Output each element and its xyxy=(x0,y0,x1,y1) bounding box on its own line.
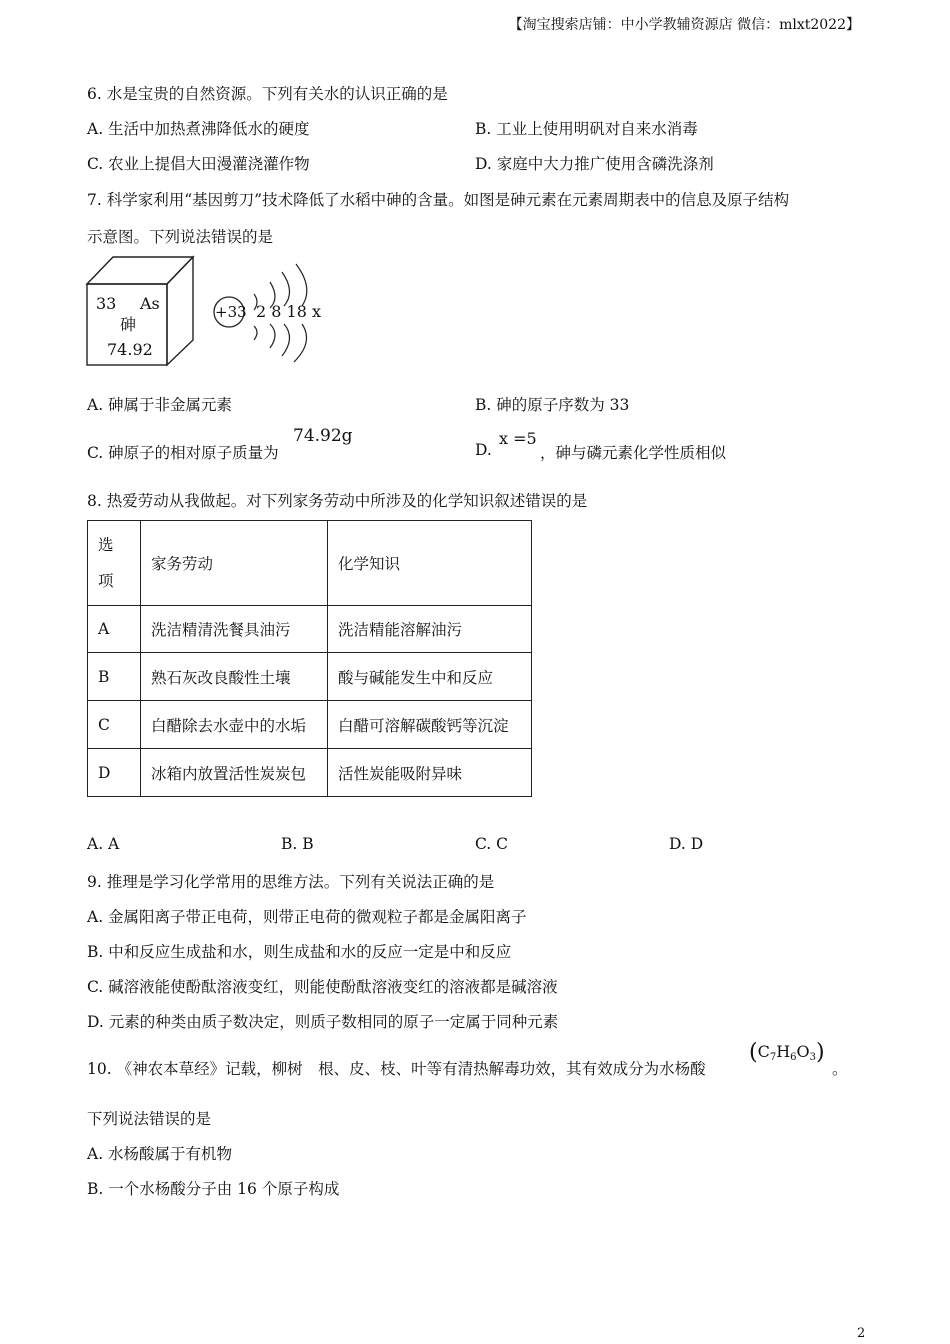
q8-row-work: 白醋除去水壶中的水垢 xyxy=(141,701,328,749)
q8-table xyxy=(87,520,532,797)
q6-option-a: A. 生活中加热煮沸降低水的硬度 xyxy=(87,120,310,138)
q7-option-c: C. 砷原子的相对原子质量为 xyxy=(87,444,279,462)
q7-stem-line2: 示意图。下列说法错误的是 xyxy=(87,228,274,246)
table-row xyxy=(88,606,532,653)
q10-formula: $(C_7H_6O_3)$ xyxy=(749,1040,825,1065)
q7-option-a: A. 砷属于非金属元素 xyxy=(87,396,233,414)
q6-option-b: B. 工业上使用明矾对自来水消毒 xyxy=(475,120,698,138)
q8-table-header-row xyxy=(88,521,532,606)
element-symbol: As xyxy=(140,294,160,313)
q7-option-d-label: D. xyxy=(475,441,492,459)
table-row xyxy=(88,701,532,749)
element-name: 砷 xyxy=(120,315,137,334)
table-row xyxy=(88,749,532,797)
q8-row-work: 冰箱内放置活性炭炭包 xyxy=(141,749,328,797)
q8-header-option: 选 项 xyxy=(88,521,141,606)
q7-stem-line1: 7. 科学家利用“基因剪刀”技术降低了水稻中砷的含量。如图是砷元素在元素周期表中的信息及原子结构 xyxy=(87,191,790,209)
q8-answer-a: A. A xyxy=(87,835,120,853)
q7-option-d-text: ，砷与磷元素化学性质相似 xyxy=(540,444,727,462)
q8-row-knowledge: 酸与碱能发生中和反应 xyxy=(328,653,532,701)
q10-stem-end: 。 xyxy=(832,1060,848,1078)
q8-row-knowledge: 洗洁精能溶解油污 xyxy=(328,606,532,653)
page-header: 【淘宝搜索店铺：中小学教辅资源店 微信：mlxt2022】 xyxy=(508,17,860,33)
q8-row-work: 洗洁精清洗餐具油污 xyxy=(141,606,328,653)
q6-option-c: C. 农业上提倡大田漫灌浇灌作物 xyxy=(87,155,310,173)
q9-option-b: B. 中和反应生成盐和水，则生成盐和水的反应一定是中和反应 xyxy=(87,943,512,961)
q10-option-a: A. 水杨酸属于有机物 xyxy=(87,1145,233,1163)
q7-option-c-formula: 74.92g xyxy=(293,426,353,446)
q8-header-knowledge: 化学知识 xyxy=(328,521,532,606)
q8-stem: 8. 热爱劳动从我做起。对下列家务劳动中所涉及的化学知识叙述错误的是 xyxy=(87,492,588,510)
q8-row-knowledge: 白醋可溶解碳酸钙等沉淀 xyxy=(328,701,532,749)
q7-option-d-formula: x =5 xyxy=(499,429,537,448)
element-atomic-number: 33 xyxy=(96,294,117,313)
q9-option-a: A. 金属阳离子带正电荷，则带正电荷的微观粒子都是金属阳离子 xyxy=(87,908,527,926)
q8-row-knowledge: 活性炭能吸附异味 xyxy=(328,749,532,797)
q10-stem-line2: 下列说法错误的是 xyxy=(87,1110,212,1128)
atom-electron-shells: 2 8 18 x xyxy=(256,302,321,321)
page-number: 2 xyxy=(857,1326,866,1341)
q8-row-option: B xyxy=(88,653,141,701)
q8-header-work: 家务劳动 xyxy=(141,521,328,606)
q10-stem: 10. 《神农本草经》记载，柳树 根、皮、枝、叶等有清热解毒功效，其有效成分为水杨酸 xyxy=(87,1060,706,1078)
q8-row-option: C xyxy=(88,701,141,749)
q9-option-c: C. 碱溶液能使酚酞溶液变红，则能使酚酞溶液变红的溶液都是碱溶液 xyxy=(87,978,558,996)
element-atomic-mass: 74.92 xyxy=(107,340,153,359)
q8-answer-b: B. B xyxy=(281,835,314,853)
q6-stem: 6. 水是宝贵的自然资源。下列有关水的认识正确的是 xyxy=(87,85,448,103)
q8-row-work: 熟石灰改良酸性土壤 xyxy=(141,653,328,701)
q8-answer-d: D. D xyxy=(669,835,704,853)
q9-option-d: D. 元素的种类由质子数决定，则质子数相同的原子一定属于同种元素 xyxy=(87,1013,559,1031)
q6-option-d: D. 家庭中大力推广使用含磷洗涤剂 xyxy=(475,155,714,173)
q8-answer-c: C. C xyxy=(475,835,509,853)
atom-nucleus-charge: +33 xyxy=(215,303,247,321)
q8-row-option: A xyxy=(88,606,141,653)
q7-option-b: B. 砷的原子序数为 33 xyxy=(475,396,630,414)
q10-option-b: B. 一个水杨酸分子由 16 个原子构成 xyxy=(87,1180,340,1198)
q9-stem: 9. 推理是学习化学常用的思维方法。下列有关说法正确的是 xyxy=(87,873,495,891)
q8-row-option: D xyxy=(88,749,141,797)
table-row xyxy=(88,653,532,701)
